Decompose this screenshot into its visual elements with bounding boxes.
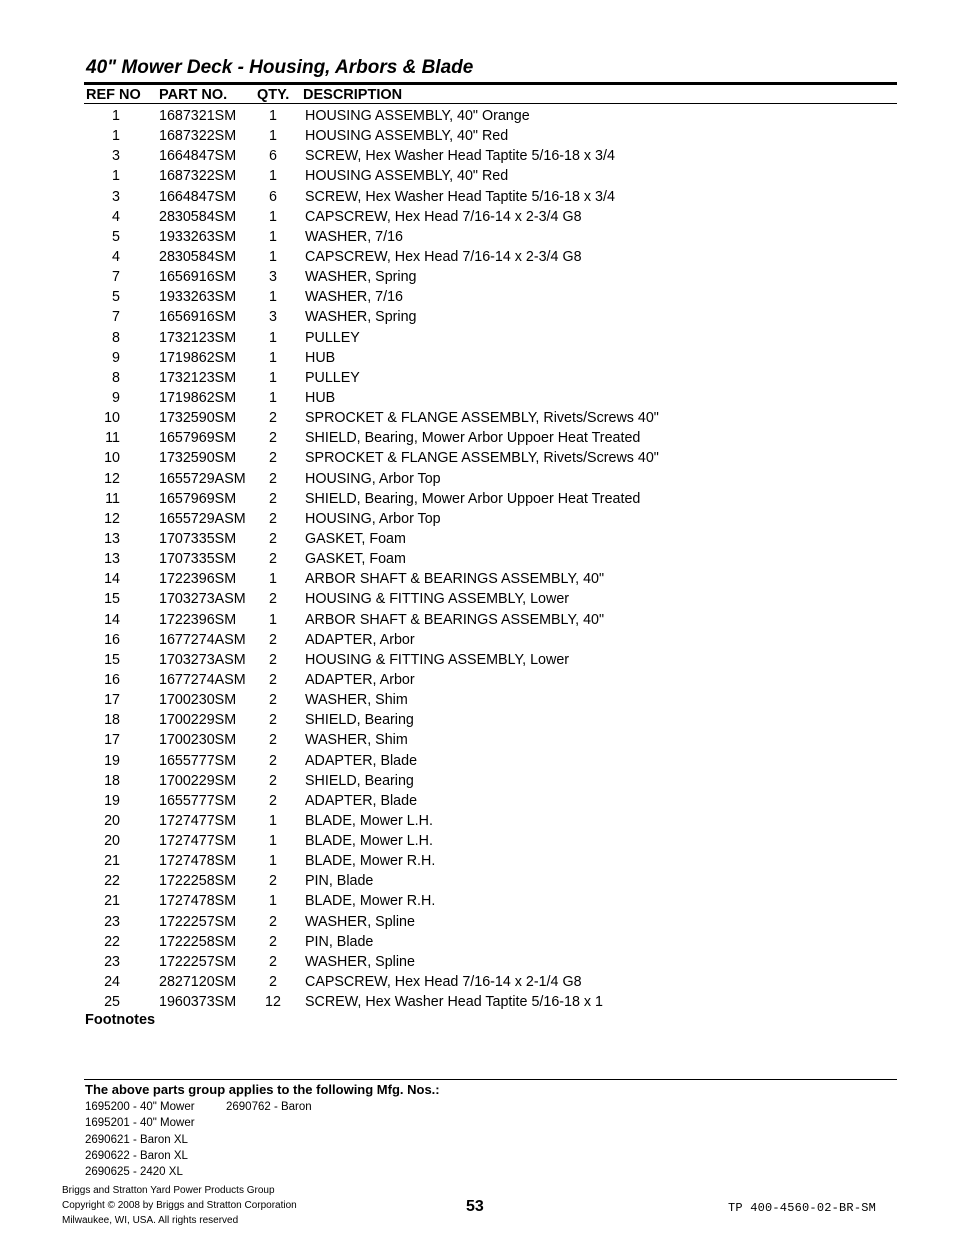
row-description: PIN, Blade [305,873,374,890]
row-qty: 3 [269,309,277,326]
row-qty: 2 [269,470,277,487]
table-row [0,126,954,146]
row-ref-no: 9 [112,389,120,406]
row-qty: 1 [269,611,277,628]
row-part-no: 1655729ASM [159,510,246,527]
row-description: GASKET, Foam [305,551,406,568]
row-qty: 2 [269,692,277,709]
row-ref-no: 4 [112,208,120,225]
row-description: HOUSING & FITTING ASSEMBLY, Lower [305,591,570,608]
mfg-item: 1695201 - 40" Mower [85,1117,195,1130]
table-row [0,489,954,509]
row-ref-no: 12 [104,470,120,487]
row-part-no: 1700229SM [159,772,237,789]
row-ref-no: 5 [112,228,120,245]
row-qty: 1 [269,853,277,870]
row-ref-no: 21 [104,853,120,870]
mfg-item: 2690621 - Baron XL [85,1133,188,1146]
row-ref-no: 19 [104,792,120,809]
row-description: HUB [305,389,336,406]
title-rule [84,82,897,85]
row-description: BLADE, Mower R.H. [305,893,436,910]
row-part-no: 1687321SM [159,108,237,124]
row-description: WASHER, Spline [305,953,415,970]
row-part-no: 1727478SM [159,893,237,910]
row-description: SHIELD, Bearing, Mower Arbor Uppoer Heat Treated [305,490,641,507]
row-description: HOUSING & FITTING ASSEMBLY, Lower [305,651,570,668]
row-ref-no: 5 [112,289,120,306]
table-row [0,549,954,569]
row-ref-no: 1 [112,128,120,145]
table-row [0,307,954,327]
table-row [0,388,954,408]
mfg-rule [84,1079,897,1080]
row-part-no: 1732590SM [159,410,237,427]
row-part-no: 1732590SM [159,450,237,467]
mfg-list-col1 [85,1099,195,1180]
row-qty: 2 [269,651,277,668]
row-part-no: 1657969SM [159,430,237,447]
row-qty: 2 [269,732,277,749]
row-ref-no: 7 [112,269,120,286]
row-part-no: 1732123SM [159,369,237,386]
table-row [0,992,954,1012]
row-description: WASHER, 7/16 [305,289,403,306]
row-ref-no: 7 [112,309,120,326]
row-description: ADAPTER, Arbor [305,631,415,648]
row-part-no: 1722396SM [159,571,237,588]
page-title: 40" Mower Deck - Housing, Arbors & Blade [86,57,474,78]
row-qty: 2 [269,873,277,890]
company-line: Briggs and Stratton Yard Power Products Group [62,1185,275,1196]
row-ref-no: 20 [104,833,120,850]
row-description: SCREW, Hex Washer Head Taptite 5/16-18 x 3/4 [305,148,615,165]
row-qty: 1 [269,369,277,386]
row-ref-no: 24 [104,974,120,991]
row-part-no: 1655777SM [159,752,237,769]
row-part-no: 1732123SM [159,329,237,346]
row-description: SHIELD, Bearing, Mower Arbor Uppoer Heat Treated [305,430,641,447]
row-description: WASHER, Spring [305,309,417,326]
company-info [62,1183,297,1228]
row-qty: 1 [269,329,277,346]
row-description: CAPSCREW, Hex Head 7/16-14 x 2-3/4 G8 [305,248,582,265]
row-description: HOUSING, Arbor Top [305,470,441,487]
row-qty: 2 [269,450,277,467]
parts-table [0,106,954,1012]
table-row [0,630,954,650]
row-ref-no: 15 [104,591,120,608]
table-row [0,348,954,368]
row-description: WASHER, 7/16 [305,228,403,245]
row-ref-no: 18 [104,772,120,789]
row-ref-no: 3 [112,148,120,165]
row-part-no: 1722258SM [159,933,237,950]
table-row [0,771,954,791]
row-qty: 2 [269,631,277,648]
row-description: SCREW, Hex Washer Head Taptite 5/16-18 x 3/4 [305,188,615,205]
row-part-no: 1656916SM [159,269,237,286]
table-row [0,670,954,690]
table-row [0,247,954,267]
row-qty: 1 [269,228,277,245]
row-description: BLADE, Mower R.H. [305,853,436,870]
row-ref-no: 18 [104,712,120,729]
row-part-no: 1656916SM [159,309,237,326]
table-row [0,710,954,730]
row-part-no: 1719862SM [159,389,237,406]
table-row [0,650,954,670]
row-ref-no: 16 [104,671,120,688]
table-row [0,730,954,750]
row-qty: 2 [269,530,277,547]
row-qty: 1 [269,349,277,366]
row-qty: 2 [269,953,277,970]
row-description: SHIELD, Bearing [305,772,414,789]
table-row [0,207,954,227]
table-row [0,831,954,851]
row-part-no: 1687322SM [159,168,237,185]
row-ref-no: 11 [105,430,120,447]
table-row [0,932,954,952]
row-qty: 1 [269,893,277,910]
row-description: WASHER, Spring [305,269,417,286]
table-row [0,851,954,871]
row-part-no: 1687322SM [159,128,237,145]
row-description: SPROCKET & FLANGE ASSEMBLY, Rivets/Screws 40" [305,450,659,467]
row-ref-no: 13 [104,530,120,547]
row-qty: 12 [265,994,281,1011]
row-ref-no: 17 [104,692,120,709]
row-qty: 1 [269,833,277,850]
table-row [0,891,954,911]
table-row [0,187,954,207]
row-ref-no: 1 [112,168,120,185]
row-part-no: 1727477SM [159,833,237,850]
row-part-no: 1933263SM [159,228,237,245]
table-row [0,328,954,348]
table-row [0,791,954,811]
row-description: SPROCKET & FLANGE ASSEMBLY, Rivets/Screws 40" [305,410,659,427]
row-ref-no: 20 [104,812,120,829]
header-part-no: PART NO. [159,87,228,103]
row-ref-no: 22 [104,873,120,890]
row-description: HOUSING, Arbor Top [305,510,441,527]
mfg-applies-heading: The above parts group applies to the following Mfg. Nos.: [85,1082,440,1097]
row-description: PULLEY [305,329,360,346]
row-description: HOUSING ASSEMBLY, 40" Red [305,128,509,145]
row-description: BLADE, Mower L.H. [305,833,433,850]
row-part-no: 2830584SM [159,208,237,225]
row-qty: 1 [269,208,277,225]
row-qty: 2 [269,591,277,608]
mfg-item: 2690625 - 2420 XL [85,1166,183,1179]
row-part-no: 1960373SM [159,994,237,1011]
row-description: WASHER, Spline [305,913,415,930]
row-qty: 2 [269,551,277,568]
row-description: CAPSCREW, Hex Head 7/16-14 x 2-3/4 G8 [305,208,582,225]
document-number: TP 400-4560-02-BR-SM [728,1201,877,1215]
row-qty: 2 [269,772,277,789]
row-qty: 2 [269,712,277,729]
row-part-no: 1677274ASM [159,671,246,688]
table-row [0,610,954,630]
row-ref-no: 23 [104,913,120,930]
table-row [0,428,954,448]
row-part-no: 1664847SM [159,188,237,205]
row-part-no: 1664847SM [159,148,237,165]
row-part-no: 1933263SM [159,289,237,306]
row-ref-no: 3 [112,188,120,205]
row-qty: 1 [269,389,277,406]
row-qty: 2 [269,792,277,809]
table-row [0,529,954,549]
mfg-item: 2690762 - Baron [226,1101,312,1113]
row-part-no: 1707335SM [159,530,237,547]
row-qty: 6 [269,188,277,205]
row-ref-no: 11 [105,490,120,507]
row-description: ADAPTER, Arbor [305,671,415,688]
table-row [0,871,954,891]
row-description: ARBOR SHAFT & BEARINGS ASSEMBLY, 40" [305,571,605,588]
page-number: 53 [466,1198,484,1215]
row-ref-no: 14 [104,611,120,628]
row-description: PIN, Blade [305,933,374,950]
row-qty: 2 [269,410,277,427]
row-ref-no: 16 [104,631,120,648]
row-part-no: 1657969SM [159,490,237,507]
row-qty: 3 [269,269,277,286]
row-part-no: 1655777SM [159,792,237,809]
row-description: ADAPTER, Blade [305,752,418,769]
row-part-no: 1722258SM [159,873,237,890]
company-line: Copyright © 2008 by Briggs and Stratton Corporation [62,1200,297,1211]
table-row [0,589,954,609]
row-ref-no: 15 [104,651,120,668]
row-ref-no: 4 [112,248,120,265]
row-part-no: 1722257SM [159,953,237,970]
table-row [0,469,954,489]
row-ref-no: 12 [104,510,120,527]
row-qty: 2 [269,510,277,527]
table-row [0,912,954,932]
table-row [0,287,954,307]
table-row [0,509,954,529]
table-row [0,811,954,831]
row-part-no: 2827120SM [159,974,237,991]
row-part-no: 1719862SM [159,349,237,366]
row-part-no: 1703273ASM [159,651,246,668]
mfg-item: 2690622 - Baron XL [85,1149,188,1162]
row-ref-no: 1 [112,108,120,124]
table-row [0,227,954,247]
row-description: HUB [305,349,336,366]
row-description: WASHER, Shim [305,732,408,749]
row-description: CAPSCREW, Hex Head 7/16-14 x 2-1/4 G8 [305,974,582,991]
row-ref-no: 8 [112,369,120,386]
row-qty: 1 [269,289,277,306]
row-ref-no: 8 [112,329,120,346]
row-part-no: 1707335SM [159,551,237,568]
row-ref-no: 25 [104,994,120,1011]
table-row [0,267,954,287]
row-ref-no: 9 [112,349,120,366]
row-ref-no: 17 [104,732,120,749]
row-part-no: 1700230SM [159,692,237,709]
row-description: PULLEY [305,369,360,386]
row-ref-no: 13 [104,551,120,568]
row-description: WASHER, Shim [305,692,408,709]
table-row [0,751,954,771]
row-part-no: 1722257SM [159,913,237,930]
row-description: BLADE, Mower L.H. [305,812,433,829]
table-row [0,368,954,388]
table-row [0,448,954,468]
row-description: GASKET, Foam [305,530,406,547]
table-row [0,972,954,992]
row-qty: 1 [269,812,277,829]
row-qty: 1 [269,108,277,124]
row-description: ADAPTER, Blade [305,792,418,809]
row-part-no: 1727477SM [159,812,237,829]
row-description: HOUSING ASSEMBLY, 40" Orange [305,108,530,124]
row-qty: 6 [269,148,277,165]
row-part-no: 1700229SM [159,712,237,729]
row-qty: 2 [269,671,277,688]
row-qty: 2 [269,913,277,930]
row-qty: 1 [269,168,277,185]
row-part-no: 1703273ASM [159,591,246,608]
table-row [0,690,954,710]
row-qty: 2 [269,430,277,447]
row-ref-no: 21 [104,893,120,910]
row-part-no: 1727478SM [159,853,237,870]
header-description: DESCRIPTION [303,87,403,103]
table-row [0,952,954,972]
header-rule [84,103,897,104]
row-part-no: 1700230SM [159,732,237,749]
table-row [0,569,954,589]
row-qty: 2 [269,933,277,950]
table-row [0,408,954,428]
company-line: Milwaukee, WI, USA. All rights reserved [62,1215,239,1226]
row-ref-no: 22 [104,933,120,950]
row-qty: 2 [269,490,277,507]
row-ref-no: 10 [104,450,120,467]
row-part-no: 2830584SM [159,248,237,265]
table-row [0,166,954,186]
row-ref-no: 19 [104,752,120,769]
row-ref-no: 10 [104,410,120,427]
row-qty: 2 [269,974,277,991]
row-qty: 1 [269,248,277,265]
row-ref-no: 14 [104,571,120,588]
row-description: SCREW, Hex Washer Head Taptite 5/16-18 x 1 [305,994,603,1011]
row-description: ARBOR SHAFT & BEARINGS ASSEMBLY, 40" [305,611,605,628]
table-row [0,106,954,126]
footnotes-label: Footnotes [85,1012,156,1028]
row-description: SHIELD, Bearing [305,712,414,729]
header-qty: QTY. [257,87,290,103]
header-ref-no: REF NO [86,87,141,103]
row-qty: 1 [269,571,277,588]
row-part-no: 1722396SM [159,611,237,628]
row-ref-no: 23 [104,953,120,970]
table-row [0,146,954,166]
mfg-list-col2 [226,1099,312,1115]
row-part-no: 1655729ASM [159,470,246,487]
row-part-no: 1677274ASM [159,631,246,648]
row-qty: 2 [269,752,277,769]
row-qty: 1 [269,128,277,145]
mfg-item: 1695200 - 40" Mower [85,1101,195,1113]
row-description: HOUSING ASSEMBLY, 40" Red [305,168,509,185]
